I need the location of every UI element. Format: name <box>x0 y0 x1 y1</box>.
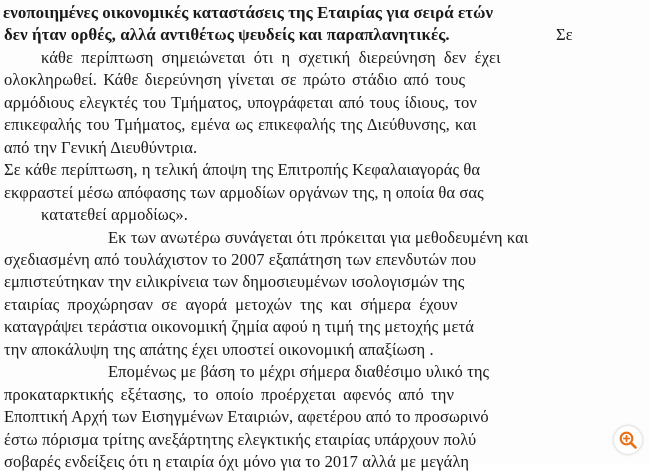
text-line: από την Γενική Διευθύντρια. <box>4 138 198 157</box>
text-line: αρμόδιους ελεγκτές του Τμήματος, υπογράφεται από τους ίδιους, τον <box>4 93 477 112</box>
text-line: εταιρίας προχώρησαν σε αγορά μετοχών της και σήμερα έχουν <box>4 295 458 314</box>
text-line: Εποπτική Αρχή των Εισηγμένων Εταιριών, αφετέρου από το προσωρινό <box>4 407 489 426</box>
text-line: προκαταρκτικής εξέτασης, το οποίο προέρχεται αφενός από την <box>4 385 455 404</box>
zoom-in-button[interactable] <box>614 426 642 454</box>
zoom-in-icon <box>618 430 638 450</box>
text-line: σχεδιασμένη από τουλάχιστον το 2007 εξαπάτηση των επενδυτών που <box>4 250 477 269</box>
text-line: εκφραστεί μέσω απόφασης των αρμοδίων οργάνων της, η οποία θα σας <box>4 183 484 202</box>
text-line: επικεφαλής του Τμήματος, εμένα ως επικεφαλής της Διεύθυνσης, και <box>4 115 477 134</box>
text-line: Σε κάθε περίπτωση, η τελική άποψη της Επιτροπής Κεφαλαιαγοράς θα <box>4 160 481 179</box>
text-line: Εκ των ανωτέρω συνάγεται ότι πρόκειται για μεθοδευμένη και <box>108 228 529 247</box>
text-line: Επομένως με βάση το μέχρι σήμερα διαθέσιμο υλικό της <box>108 362 490 381</box>
text-line: σοβαρές ενδείξεις ότι η εταιρία όχι μόνο για το 2017 αλλά με μεγάλη <box>4 452 470 471</box>
text-line: ολοκληρωθεί. Κάθε διερεύνηση γίνεται σε πρώτο στάδιο από τους <box>4 70 466 89</box>
text-line: έστω πόρισμα τρίτης ανεξάρτητης ελεγκτικής εταιρίας υπάρχουν πολύ <box>4 430 477 449</box>
text-line: δεν ήταν ορθές, αλλά αντιθέτως ψευδείς και παραπλανητικές. <box>4 25 450 44</box>
text-line: εμπιστεύτηκαν την ειλικρίνεια των δημοσιευμένων ισολογισμών της <box>4 272 465 291</box>
text-line: καταγράψει τεράστια οικονομική ζημία αφού η τιμή της μετοχής μετά <box>4 317 474 336</box>
text-line: κατατεθεί αρμοδίως». <box>41 205 189 224</box>
text-line: κάθε περίπτωση σημειώνεται ότι η σχετική διερεύνηση δεν έχει <box>41 48 501 67</box>
text-line: Σε <box>556 25 573 44</box>
text-line: ενοποιημένες οικονομικές καταστάσεις της Εταιρίας για σειρά ετών <box>3 3 494 22</box>
text-line: την αποκάλυψη της απάτης έχει υποστεί οικονομική απαξίωση . <box>4 340 434 359</box>
